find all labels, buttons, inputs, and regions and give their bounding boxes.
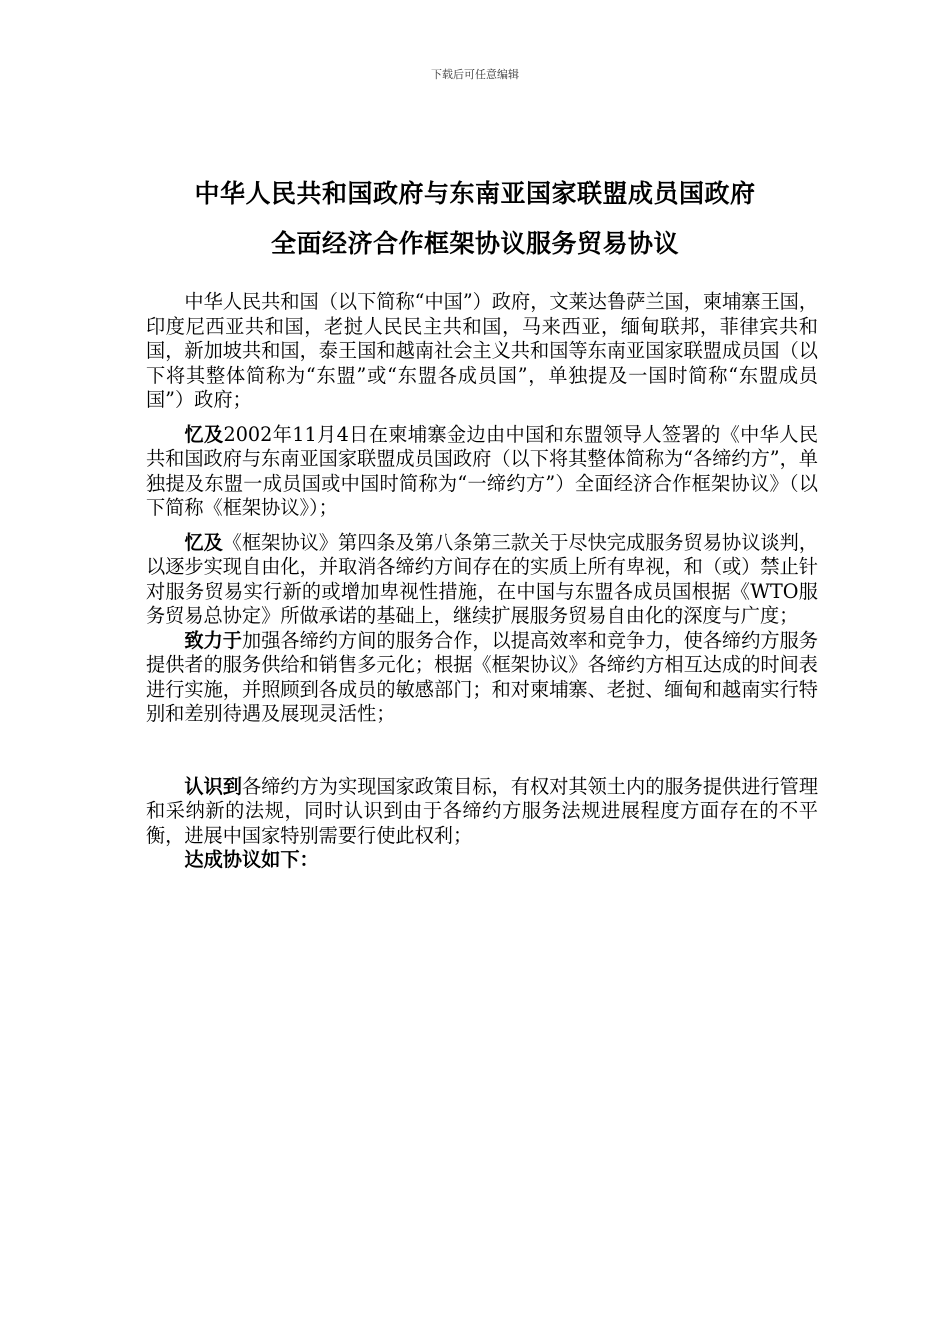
paragraph-keyword: 达成协议如下： bbox=[184, 848, 319, 871]
document-title-line-1: 中华人民共和国政府与东南亚国家联盟成员国政府 bbox=[194, 179, 756, 208]
paragraph-keyword: 致力于 bbox=[184, 628, 242, 652]
paragraph-keyword: 认识到 bbox=[184, 774, 242, 798]
paragraph-text: 中华人民共和国（以下简称“中国”）政府，文莱达鲁萨兰国，柬埔寨王国，印度尼西亚共和国，老挝人民民主共和国，马来西亚，缅甸联邦，菲律宾共和国，新加坡共和国，泰王国和越南社会主义共和国等东南亚国家联盟成员国（以下将其整体简称为“东盟”或“东盟各成员国”，单独提及一国时简称“东盟成员国”）政府； bbox=[146, 290, 819, 411]
header-note: 下载后可任意编辑 bbox=[431, 68, 519, 81]
paragraph-text: 《框架协议》第四条及第八条第三款关于尽快完成服务贸易协议谈判，以逐步实现自由化，并取消各缔约方间存在的实质上所有卑视，和（或）禁止针对服务贸易实行新的或增加卑视性措施，在中国与东盟各成员国根据《WTO服务贸易总协定》所做承诺的基础上，继续扩展服务贸易自由化的深度与广度； bbox=[146, 530, 819, 627]
preamble-recalling-2 bbox=[146, 531, 818, 629]
preamble-recalling-1 bbox=[146, 423, 818, 521]
preamble-agreed bbox=[146, 848, 818, 873]
paragraph-text: 2002年11月4日在柬埔寨金边由中国和东盟领导人签署的《中华人民共和国政府与东南亚国家联盟成员国政府（以下将其整体简称为“各缔约方”，单独提及东盟一成员国或中国时简称为“一缔约方”）全面经济合作框架协议》（以下简称《框架协议》）； bbox=[146, 422, 819, 519]
preamble-parties bbox=[146, 290, 818, 413]
document-title-line-2: 全面经济合作框架协议服务贸易协议 bbox=[270, 229, 679, 258]
document-body bbox=[146, 290, 818, 873]
preamble-committed bbox=[146, 629, 818, 727]
preamble-recognizing bbox=[146, 775, 818, 849]
paragraph-keyword: 忆及 bbox=[184, 530, 223, 554]
paragraph-text: 各缔约方为实现国家政策目标，有权对其领土内的服务提供进行管理和采纳新的法规，同时认识到由于各缔约方服务法规进展程度方面存在的不平衡，进展中国家特别需要行使此权利； bbox=[146, 774, 819, 847]
paragraph-keyword: 忆及 bbox=[184, 422, 224, 446]
paragraph-text: 加强各缔约方间的服务合作，以提高效率和竞争力，使各缔约方服务提供者的服务供给和销售多元化；根据《框架协议》各缔约方相互达成的时间表进行实施，并照顾到各成员的敏感部门；和对柬埔寨、老挝、缅甸和越南实行特别和差别待遇及展现灵活性； bbox=[146, 628, 819, 725]
